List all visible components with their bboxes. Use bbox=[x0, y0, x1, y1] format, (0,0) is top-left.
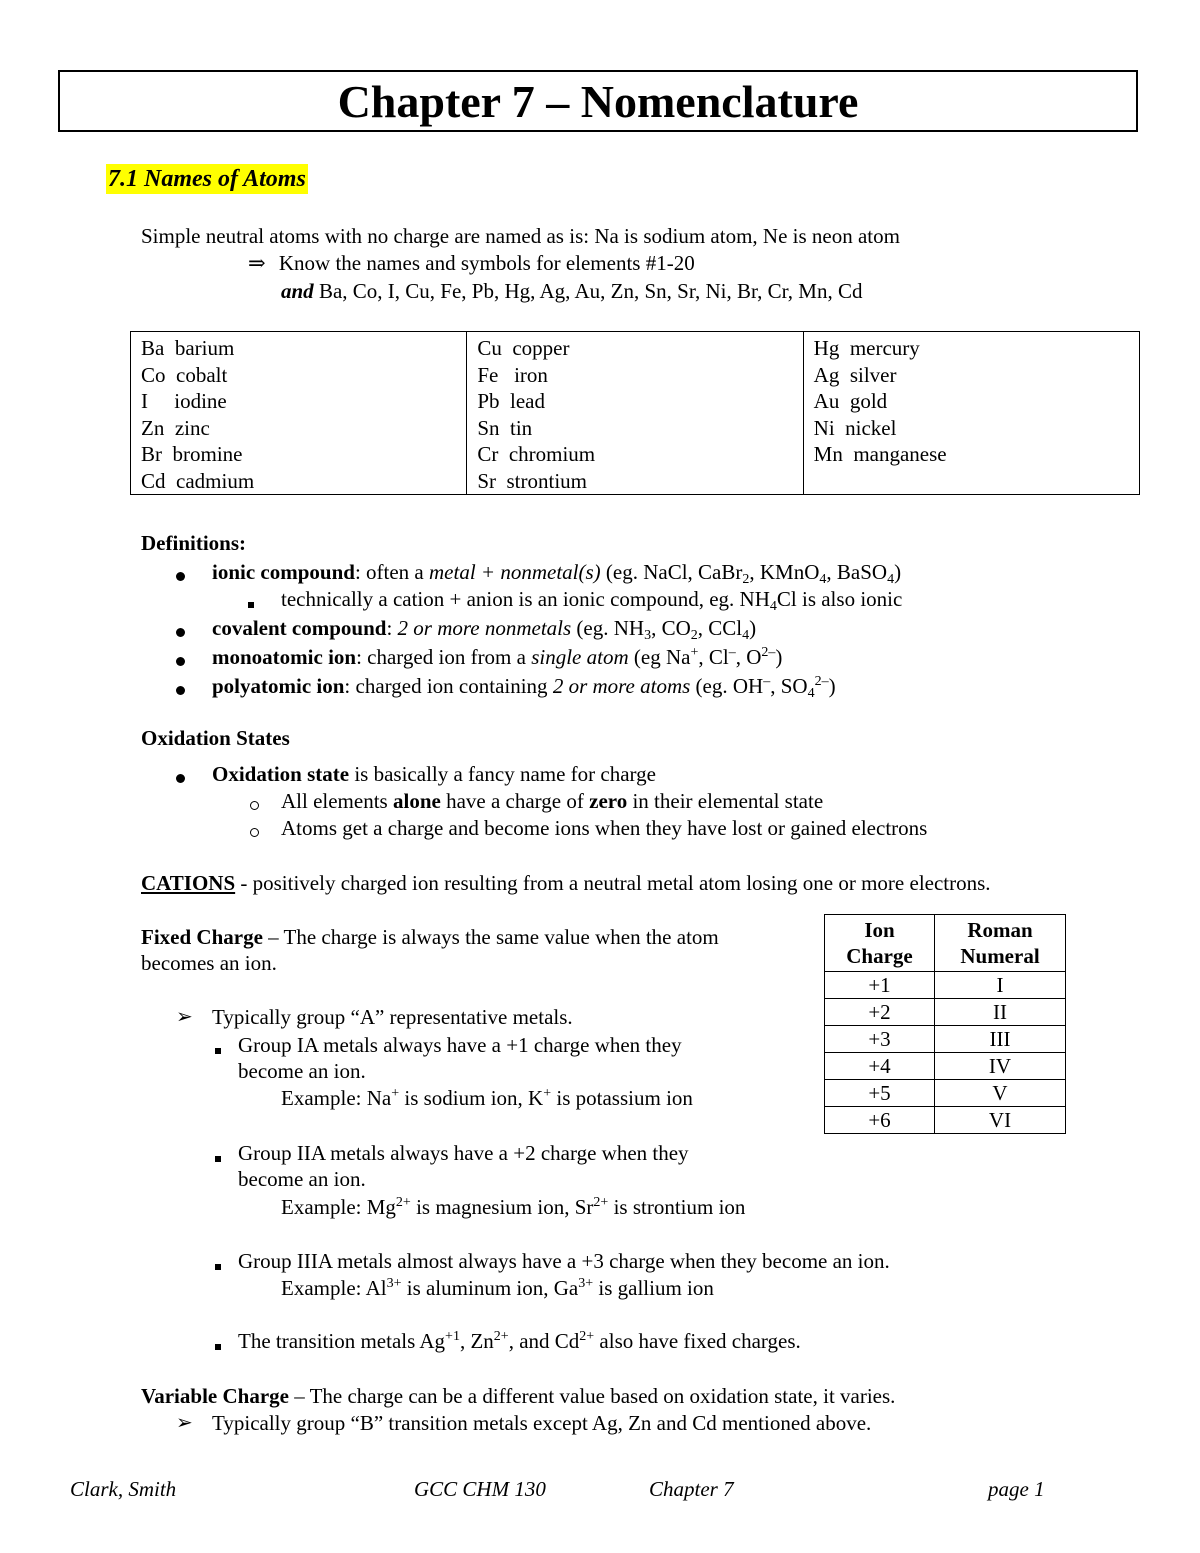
fixed-typically: Typically group “A” representative metals. bbox=[212, 1005, 573, 1029]
oxidation-heading: Oxidation States bbox=[141, 726, 290, 750]
numeral-cell: I bbox=[935, 972, 1066, 999]
elements-col-3 bbox=[803, 332, 1139, 494]
numeral-cell: VI bbox=[935, 1107, 1066, 1134]
oxidation-sub2: Atoms get a charge and become ions when they have lost or gained electrons bbox=[281, 816, 928, 840]
element-cell: Cd cadmium bbox=[141, 468, 255, 493]
monoatomic-def: monoatomic ion: charged ion from a single atom (eg Na+, Cl–, $O^{2-}$) bbox=[212, 645, 783, 669]
arrow-bullet-icon: ➢ bbox=[176, 1006, 193, 1028]
variable-def bbox=[141, 1383, 895, 1410]
ionic-sub-text: technically a cation + anion is an ionic compound, eg. NH bbox=[281, 587, 770, 611]
arrow-bullet-icon: ➢ bbox=[176, 1412, 193, 1434]
charge-cell: +4 bbox=[825, 1053, 935, 1080]
polyatomic-term: polyatomic ion bbox=[212, 674, 345, 698]
cations-def bbox=[141, 870, 991, 897]
element-cell: Cr chromium bbox=[477, 442, 596, 466]
table-row bbox=[825, 972, 1066, 999]
numeral-cell: V bbox=[935, 1080, 1066, 1107]
text: All elements bbox=[281, 789, 393, 813]
transition-fixed: The transition metals $Ag^{+1}$, $Zn^{2+}$, and $Cd^{2+}$ also have fixed charges. bbox=[238, 1329, 801, 1353]
cations-def-text: - positively charged ion resulting from a neutral metal atom losing one or more electrons. bbox=[235, 871, 991, 895]
table-row bbox=[825, 1026, 1066, 1053]
elements-col-2 bbox=[466, 332, 802, 494]
elements-table bbox=[130, 331, 1140, 495]
header-text: Numeral bbox=[960, 944, 1040, 968]
table-row bbox=[825, 1107, 1066, 1134]
bullet-square-icon bbox=[215, 1041, 221, 1059]
variable-term: Variable Charge bbox=[141, 1384, 289, 1408]
bullet-square-icon bbox=[215, 1337, 221, 1355]
element-cell: I iodine bbox=[141, 389, 227, 413]
charge-cell: +5 bbox=[825, 1080, 935, 1107]
bullet-dot-icon bbox=[176, 682, 185, 700]
charge-cell: +6 bbox=[825, 1107, 935, 1134]
group-ia-line1: Group IA metals always have a +1 charge when they bbox=[238, 1033, 682, 1057]
elements-col-1 bbox=[131, 332, 466, 494]
ion-charge-header bbox=[825, 915, 935, 972]
group-ia-line2: become an ion. bbox=[238, 1059, 366, 1083]
header-text: Ion bbox=[864, 918, 895, 942]
element-cell: Sn tin bbox=[477, 415, 533, 440]
bullet-dot-icon bbox=[176, 624, 185, 642]
oxidation-term: Oxidation state bbox=[212, 762, 350, 786]
page-title: Chapter 7 – Nomenclature bbox=[58, 70, 1138, 132]
footer-course: GCC CHM 130 bbox=[414, 1477, 546, 1501]
alone-text: alone bbox=[392, 789, 441, 813]
group-iiia-line1: Group IIIA metals almost always have a +3 charge when they become an ion. bbox=[238, 1249, 890, 1273]
group-iia-example: Example: $Mg^{2+}$ is magnesium ion, $Sr^{2+}$ is strontium ion bbox=[281, 1195, 746, 1219]
element-cell: Co cobalt bbox=[141, 362, 228, 387]
element-cell: Br bromine bbox=[141, 442, 243, 466]
element-cell: Ag silver bbox=[813, 362, 897, 387]
footer-chapter: Chapter 7 bbox=[649, 1477, 734, 1501]
element-cell: Pb lead bbox=[477, 389, 545, 413]
table-row bbox=[825, 1053, 1066, 1080]
and-text: and bbox=[281, 279, 314, 303]
roman-numeral-table bbox=[824, 914, 1066, 1134]
table-row bbox=[825, 1080, 1066, 1107]
intro-arrow-line bbox=[248, 250, 695, 277]
covalent-def: covalent compound: 2 or more nonmetals (eg. $NH_3$, $CO_2$, CCl$_4$) bbox=[212, 616, 757, 643]
bullet-circle-icon bbox=[250, 824, 259, 842]
polyatomic-def: polyatomic ion: charged ion containing 2 or more atoms (eg. OH–, $SO_4^{2-}$) bbox=[212, 674, 836, 701]
charge-cell: +2 bbox=[825, 999, 935, 1026]
definitions-heading: Definitions: bbox=[141, 531, 246, 555]
zero-text: zero bbox=[589, 789, 628, 813]
oxidation-def-text: is basically a fancy name for charge bbox=[349, 762, 656, 786]
group-ia-example: Example: Na+ is sodium ion, K+ is potassium ion bbox=[281, 1086, 693, 1110]
oxidation-def bbox=[212, 761, 656, 788]
group-iia-line1: Group IIA metals always have a +2 charge when they bbox=[238, 1141, 689, 1165]
group-iia-line2: become an ion. bbox=[238, 1167, 366, 1191]
fixed-def-text: – The charge is always the same value when the atom bbox=[262, 925, 719, 949]
footer-authors: Clark, Smith bbox=[70, 1477, 177, 1501]
monoatomic-term: monoatomic ion bbox=[212, 645, 357, 669]
fixed-term: Fixed Charge bbox=[141, 925, 263, 949]
roman-numeral-header bbox=[935, 915, 1066, 972]
footer-page: page 1 bbox=[988, 1477, 1045, 1501]
numeral-cell: III bbox=[935, 1026, 1066, 1053]
variable-def-text: – The charge can be a different value based on oxidation state, it varies. bbox=[288, 1384, 896, 1408]
fixed-def-line2: becomes an ion. bbox=[141, 951, 277, 975]
bullet-square-icon bbox=[248, 595, 254, 613]
element-cell: Zn zinc bbox=[141, 415, 210, 440]
fixed-def bbox=[141, 924, 719, 951]
group-iiia-example: Example: $Al^{3+}$ is aluminum ion, $Ga^{3+}$ is gallium ion bbox=[281, 1276, 714, 1300]
section-heading: 7.1 Names of Atoms bbox=[108, 166, 306, 192]
bullet-dot-icon bbox=[176, 653, 185, 671]
elements-list: Ba, Co, I, Cu, Fe, Pb, Hg, Ag, Au, Zn, Sn, Sr, Ni, Br, Cr, Mn, Cd bbox=[313, 279, 863, 303]
bullet-circle-icon bbox=[250, 797, 259, 815]
intro-line: Simple neutral atoms with no charge are named as is: Na is sodium atom, Ne is neon atom bbox=[141, 224, 900, 248]
variable-typically: Typically group “B” transition metals except Ag, Zn and Cd mentioned above. bbox=[212, 1411, 872, 1435]
header-text: Charge bbox=[846, 944, 913, 968]
text: have a charge of bbox=[440, 789, 590, 813]
cations-term: CATIONS bbox=[141, 871, 236, 895]
element-cell: Cu copper bbox=[477, 336, 570, 360]
implies-arrow-icon: ⇒ bbox=[248, 251, 266, 275]
oxidation-sub1 bbox=[281, 788, 823, 815]
header-text: Roman bbox=[967, 918, 1033, 942]
ionic-sub-def: technically a cation + anion is an ionic compound, eg. $NH_4Cl$ is also ionic bbox=[281, 587, 903, 614]
element-cell: Au gold bbox=[813, 389, 888, 413]
bullet-square-icon bbox=[215, 1257, 221, 1275]
element-cell: Ni nickel bbox=[813, 415, 897, 440]
bullet-square-icon bbox=[215, 1149, 221, 1167]
element-cell: Mn manganese bbox=[813, 442, 947, 466]
charge-cell: +1 bbox=[825, 972, 935, 999]
element-cell: Ba barium bbox=[141, 336, 235, 360]
element-cell: Sr strontium bbox=[477, 468, 588, 493]
table-row bbox=[825, 999, 1066, 1026]
ionic-term: ionic compound bbox=[212, 560, 355, 584]
element-cell: Hg mercury bbox=[813, 336, 920, 360]
text: in their elemental state bbox=[627, 789, 824, 813]
intro-know-text: Know the names and symbols for elements #1-20 bbox=[278, 251, 695, 275]
bullet-dot-icon bbox=[176, 770, 185, 788]
numeral-cell: IV bbox=[935, 1053, 1066, 1080]
numeral-cell: II bbox=[935, 999, 1066, 1026]
element-cell: Fe iron bbox=[477, 362, 548, 387]
charge-cell: +3 bbox=[825, 1026, 935, 1053]
bullet-dot-icon bbox=[176, 568, 185, 586]
covalent-term: covalent compound bbox=[212, 616, 387, 640]
ionic-def: ionic compound: often a metal + nonmetal(s) (eg. NaCl, CaBr$_2$, KMnO$_4$, BaSO$_4$) bbox=[212, 560, 902, 587]
intro-elements-line bbox=[281, 278, 862, 305]
